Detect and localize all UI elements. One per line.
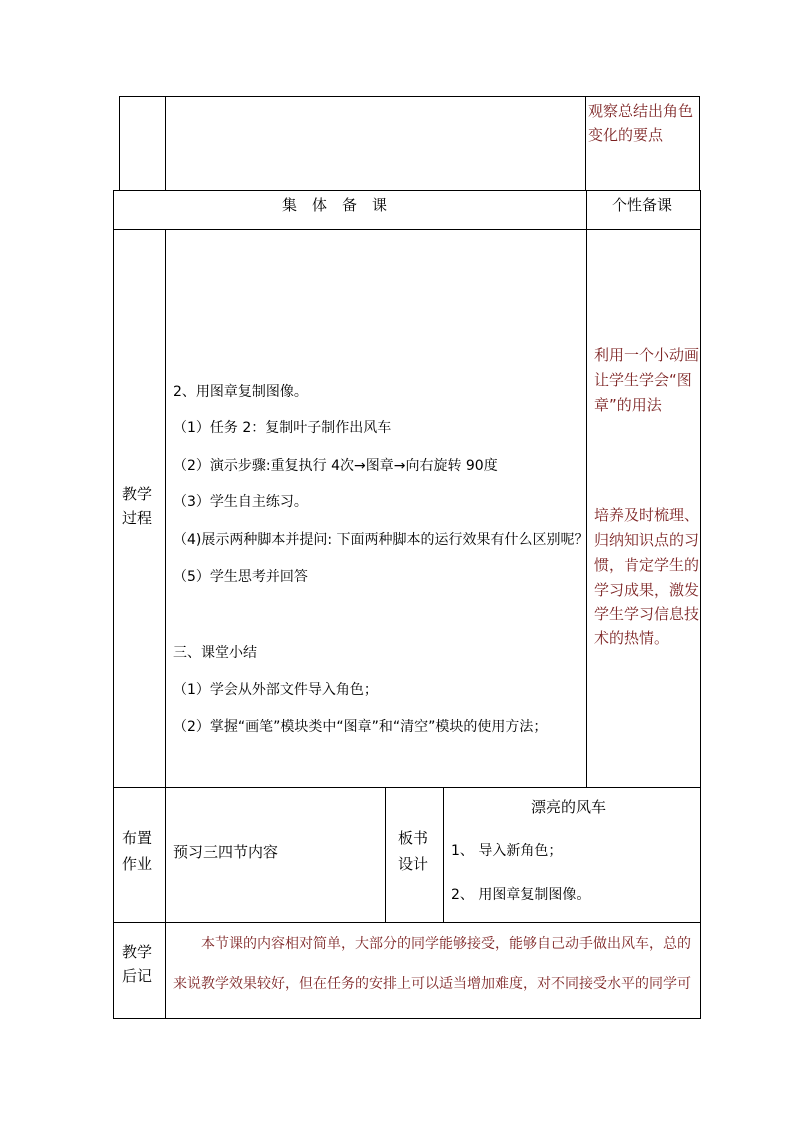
process-note: 利用一个小动画 [594, 346, 700, 364]
grid-line [113, 922, 701, 923]
reflection-line: 本节课的内容相对简单，大部分的同学能够接受，能够自己动手做出风车，总的 [201, 936, 691, 952]
grid-line [113, 190, 114, 1019]
board-item: 1、 导入新角色； [451, 843, 563, 859]
grid-line [385, 787, 386, 922]
process-label-1: 教学 [122, 485, 153, 503]
grid-line [113, 229, 701, 230]
process-note: 让学生学会“图 [594, 371, 692, 389]
board-title: 漂亮的风车 [531, 798, 607, 816]
top-note-line-2: 变化的要点 [588, 126, 664, 144]
homework-label-2: 作业 [122, 855, 153, 873]
grid-line [700, 190, 701, 1019]
grid-line [113, 787, 701, 788]
process-note: 学习成果，激发 [594, 581, 700, 599]
process-line: （1）任务 2：复制叶子制作出风车 [173, 420, 392, 436]
process-note: 章”的用法 [594, 396, 662, 414]
process-note: 培养及时梳理、 [594, 506, 700, 524]
homework-content: 预习三四节内容 [173, 843, 279, 861]
board-label-2: 设计 [398, 855, 429, 873]
grid-line [443, 787, 444, 922]
process-line: 三、课堂小结 [173, 645, 257, 661]
board-label-1: 板书 [398, 829, 429, 847]
process-line: （5）学生思考并回答 [173, 569, 308, 585]
grid-line [165, 96, 166, 190]
process-note: 归纳知识点的习 [594, 531, 700, 549]
process-note: 术的热情。 [594, 629, 670, 647]
process-line: （1）学会从外部文件导入角色； [173, 682, 378, 698]
grid-line [165, 229, 166, 1018]
board-item: 2、 用图章复制图像。 [451, 887, 591, 903]
header-collective: 集 体 备 课 [282, 196, 388, 214]
process-line: （3）学生自主练习。 [173, 494, 308, 510]
process-label-2: 过程 [122, 509, 153, 527]
process-note: 学生学习信息技 [594, 605, 700, 623]
reflection-label-2: 后记 [122, 967, 153, 985]
grid-line [113, 190, 701, 191]
homework-label-1: 布置 [122, 829, 153, 847]
grid-line [699, 96, 700, 190]
process-line: 2、用图章复制图像。 [173, 384, 308, 400]
grid-line [586, 190, 587, 787]
header-personal: 个性备课 [612, 196, 673, 214]
grid-line [119, 96, 700, 97]
process-note: 惯，肯定学生的 [594, 556, 700, 574]
top-note-line-1: 观察总结出角色 [588, 102, 694, 120]
reflection-label-1: 教学 [122, 943, 153, 961]
process-line: （2）掌握“画笔”模块类中“图章”和“清空”模块的使用方法； [173, 719, 548, 735]
grid-line [113, 1018, 701, 1019]
grid-line [119, 96, 120, 190]
reflection-line: 来说教学效果较好，但在任务的安排上可以适当增加难度，对不同接受水平的同学可 [173, 976, 691, 992]
process-line: （4)展示两种脚本并提问: 下面两种脚本的运行效果有什么区别呢？ [173, 532, 589, 548]
grid-line [585, 96, 586, 190]
process-line: （2）演示步骤:重复执行 4次→图章→向右旋转 90度 [173, 458, 498, 474]
